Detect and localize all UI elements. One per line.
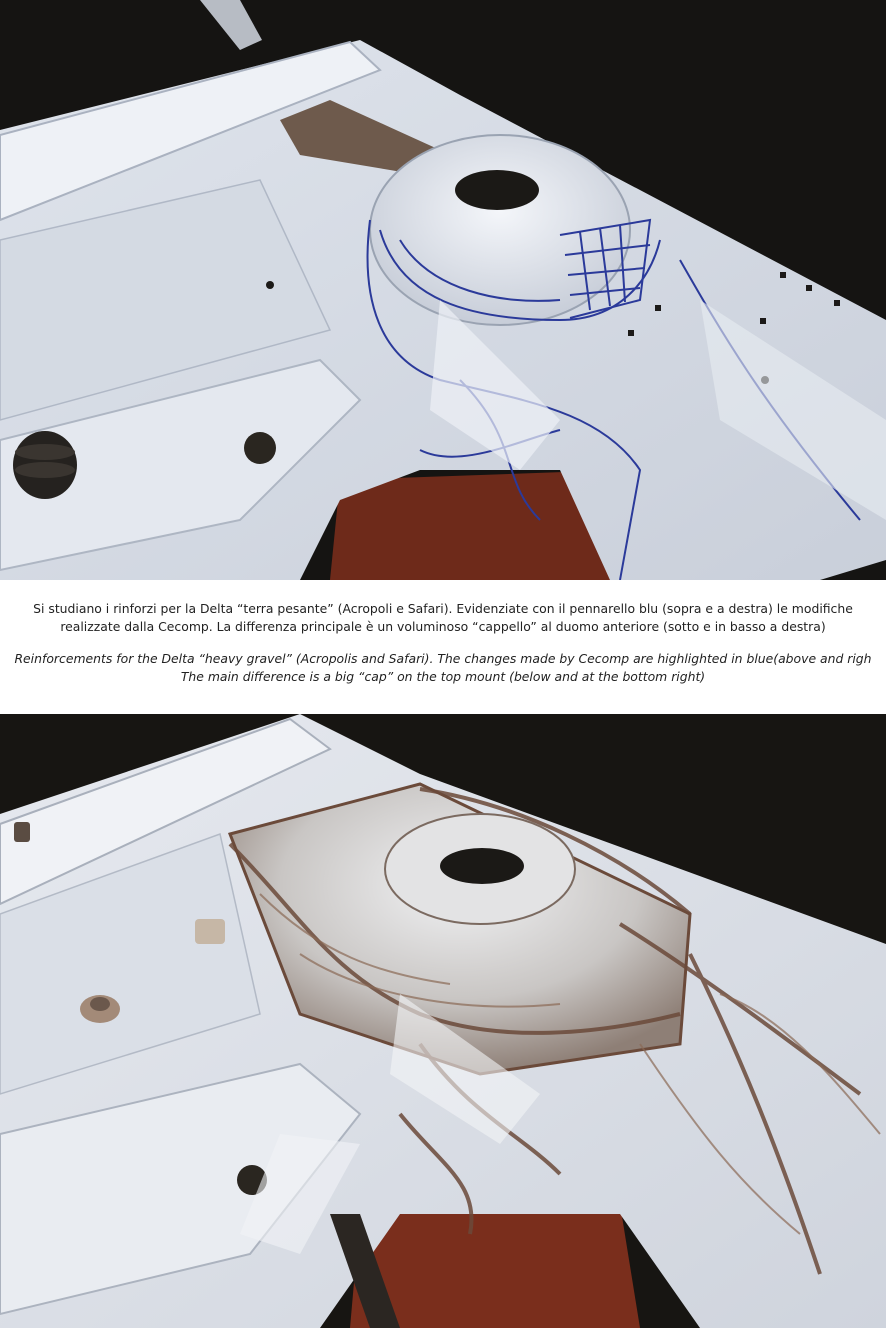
caption-italian-line-1: Si studiano i rinforzi per la Delta “terra pesante” (Acropoli e Safari). Evidenziate con il pennarello blu (sopra e a destra) le modifiche [33,601,853,616]
caption-italian-line-2: realizzate dalla Cecomp. La differenza principale è un voluminoso “cappello” al duomo anteriore (sotto e in basso a destra) [60,619,826,634]
photo-bottom-chassis-welded-cap [0,714,886,1328]
caption-spacer [0,636,886,650]
photo-bottom-drawing [0,714,886,1328]
photo-top-chassis-marked-blue [0,0,886,580]
caption-block [0,600,886,686]
photo-top-drawing [0,0,886,580]
caption-english-line-1: Reinforcements for the Delta “heavy gravel” (Acropolis and Safari). The changes made by Cecomp are highlighted in blue(above and righ [14,651,872,666]
caption-english-line-2: The main difference is a big “cap” on the top mount (below and at the bottom right) [180,669,706,684]
